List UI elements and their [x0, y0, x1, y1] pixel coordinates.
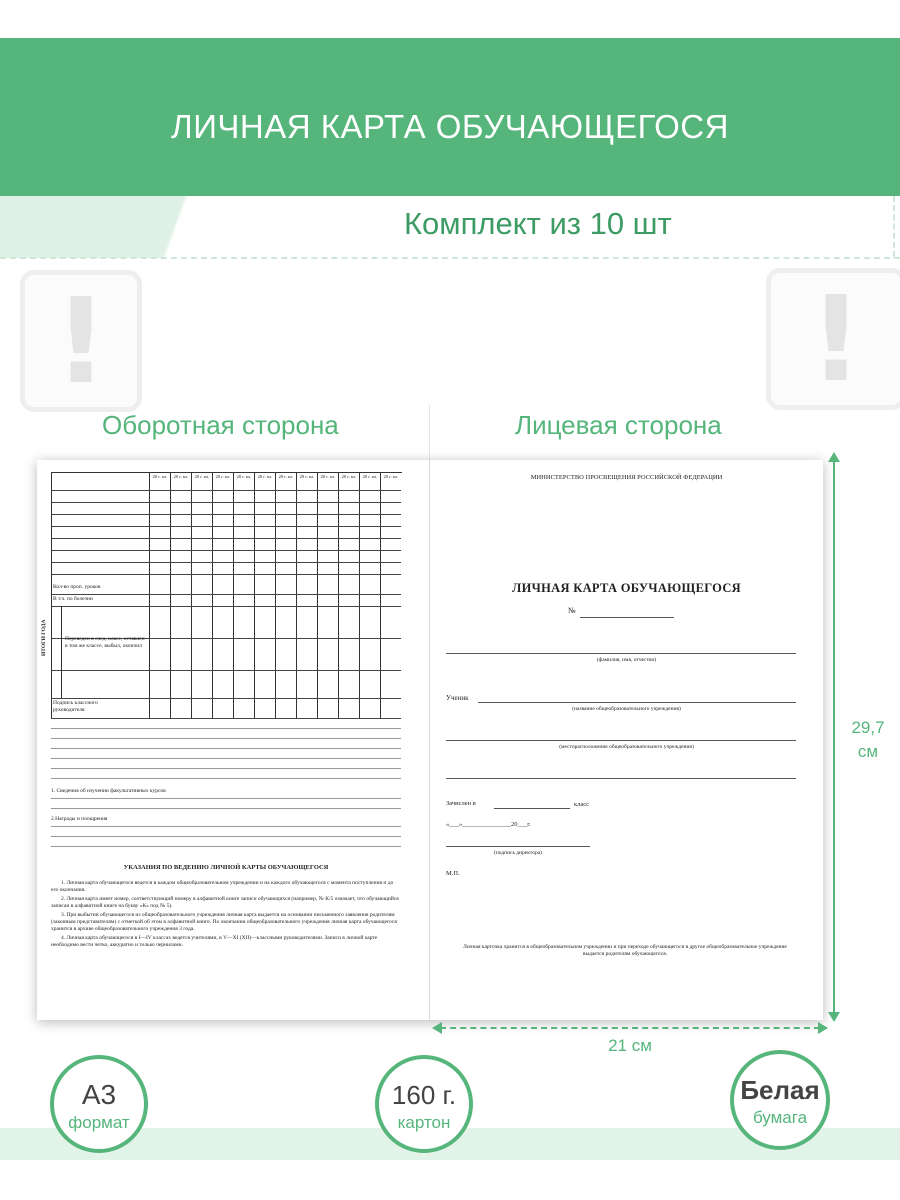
dashed-divider-right [893, 196, 895, 257]
table-row-line [51, 718, 401, 719]
arrow-left-icon [432, 1022, 442, 1034]
number-label: № [568, 606, 576, 615]
year-column-header: 20 г. кл. [299, 474, 315, 479]
year-column-divider [338, 472, 339, 718]
extra-line [446, 778, 796, 779]
year-column-header: 20 г. кл. [215, 474, 231, 479]
enroll-date: «___»_______________20___г. [446, 821, 531, 828]
front-side-label: Лицевая сторона [515, 410, 722, 440]
arrow-down-icon [828, 1012, 840, 1022]
blank-line [51, 836, 401, 837]
blank-line [51, 798, 401, 799]
year-column-divider [359, 472, 360, 718]
electives-label: 1. Сведения об изучении факультативных курсов [51, 788, 166, 794]
card-title: ЛИЧНАЯ КАРТА ОБУЧАЮЩЕГОСЯ [512, 581, 741, 595]
year-column-header: 20 г. кл. [194, 474, 210, 479]
class-line [494, 808, 570, 809]
year-column-divider [170, 472, 171, 718]
student-label: Ученик [446, 694, 469, 702]
table-row-line [51, 490, 401, 491]
teacher-signature-label: Подпись классного руководителя [53, 700, 98, 713]
instruction-item: 3. При выбытии обучающегося из общеобразовательного учреждения личная карта выдается на основании письменного заявления родителям (законным представителям) с отметкой об этом в алфавитной книге. По окончании общеобразовательного учреждения личная карта обучающегося хранится в архиве общеобразовательного учреждения 3 года. [51, 912, 397, 932]
year-column-header: 20 г. кл. [236, 474, 252, 479]
blank-line [51, 748, 401, 749]
year-column-header: 20 г. кл. [320, 474, 336, 479]
year-column-divider [254, 472, 255, 718]
year-results-label: ИТОГИ ГОДА [41, 619, 47, 656]
set-quantity-subtitle: Комплект из 10 шт [404, 206, 672, 241]
height-unit: см [840, 742, 896, 762]
height-arrow [833, 460, 835, 1015]
front-page [430, 460, 823, 1020]
year-column-divider [191, 472, 192, 718]
awards-label: 2.Награды и поощрения [51, 816, 108, 822]
instruction-item: 4. Личная карта обучающегося в I—IV классах ведется учителями, в V—XI (XII)—классными руководителями. Записи в личной карте необходимо вести четко, аккуратно и только чернилами. [51, 935, 378, 948]
format-caption: формат [68, 1113, 130, 1132]
table-row-line [51, 594, 401, 595]
format-badge [50, 1055, 148, 1153]
fio-caption: (фамилия, имя, отчество) [596, 657, 657, 663]
grades-table [51, 472, 402, 719]
paper-color-caption: бумага [752, 1108, 808, 1127]
location-caption: (месторасположение общеобразовательного учреждения) [559, 744, 694, 750]
instructions-title: УКАЗАНИЯ ПО ВЕДЕНИЮ ЛИЧНОЙ КАРТЫ ОБУЧАЮЩЕГОСЯ [123, 864, 329, 871]
paper-color-badge [730, 1050, 830, 1150]
blank-line [51, 778, 401, 779]
lessons-missed-label: Кол-во проп. уроков [53, 584, 101, 590]
fio-line [446, 653, 796, 654]
year-column-header: 20 г. кл. [362, 474, 378, 479]
table-row-line [51, 574, 401, 575]
year-column-divider [317, 472, 318, 718]
table-row-line [51, 526, 401, 527]
warning-icon: ! [766, 268, 900, 410]
table-row-line [51, 606, 401, 607]
width-value: 21 см [608, 1036, 652, 1055]
dashed-divider [0, 257, 900, 259]
blank-line [51, 728, 401, 729]
paper-color-value: Белая [740, 1075, 820, 1105]
table-row-line [51, 670, 401, 671]
blank-line [51, 768, 401, 769]
year-column-header: 20 г. кл. [383, 474, 399, 479]
table-row-line [51, 562, 401, 563]
year-column-divider [149, 472, 150, 718]
section-divider [61, 606, 62, 698]
instruction-item: 2. Личная карта имеет номер, соответствующий номеру в алфавитной книге записи обучающихся (например, № К/5 означает, что обучающийся записан в алфавитной книге на букву «К» под № 5). [51, 896, 399, 909]
page-title: ЛИЧНАЯ КАРТА ОБУЧАЮЩЕГОСЯ [171, 108, 729, 145]
director-caption: (подпись директора) [493, 850, 542, 856]
number-line [580, 617, 674, 618]
year-column-divider [296, 472, 297, 718]
back-page [37, 460, 429, 1020]
class-label: класс [574, 801, 590, 808]
density-badge [375, 1055, 473, 1153]
year-column-divider [380, 472, 381, 718]
year-column-header: 20 г. кл. [173, 474, 189, 479]
blank-line [51, 826, 401, 827]
year-column-divider [233, 472, 234, 718]
transfer-label: Переведен в след. класс, оставлен в том же классе, выбыл, окончил [65, 636, 145, 649]
year-column-divider [212, 472, 213, 718]
arrow-right-icon [818, 1022, 828, 1034]
year-column-header: 20 г. кл. [257, 474, 273, 479]
table-row-line [51, 698, 401, 699]
sick-label: В т.ч. по болезни [53, 596, 93, 602]
instructions-list [51, 880, 401, 949]
density-value: 160 г. [391, 1080, 457, 1110]
year-column-header: 20 г. кл. [341, 474, 357, 479]
year-column-header: 20 г. кл. [152, 474, 168, 479]
blank-line [51, 758, 401, 759]
table-row-line [51, 550, 401, 551]
ministry-name: МИНИСТЕРСТВО ПРОСВЕЩЕНИЯ РОССИЙСКОЙ ФЕДЕРАЦИИ [530, 474, 723, 481]
format-value: А3 [81, 1079, 117, 1110]
blank-line [51, 808, 401, 809]
table-row-line [51, 538, 401, 539]
enrolled-label: Зачислен в [446, 800, 476, 807]
height-value: 29,7 [840, 718, 896, 738]
table-row-line [51, 514, 401, 515]
blank-line [51, 846, 401, 847]
arrow-up-icon [828, 452, 840, 462]
instruction-item: 1. Личная карта обучающегося ведется в каждом общеобразовательном учреждении и на каждого обучающегося с момента поступления и до его окончания. [51, 880, 394, 893]
density-caption: картон [397, 1113, 451, 1132]
stamp-label: М.П. [446, 870, 460, 877]
blank-line [51, 738, 401, 739]
school-caption: (название общеобразовательного учреждения) [572, 706, 681, 712]
storage-note: Личная карточка хранится в общеобразовательном учреждении и при переходе обучающегося в другое общеобразовательное учреждение выдается родителям обучающегося. [463, 944, 787, 957]
location-line [446, 740, 796, 741]
school-line [478, 702, 796, 703]
width-arrow [440, 1027, 820, 1029]
table-row-line [51, 502, 401, 503]
warning-icon: ! [20, 270, 142, 412]
year-column-divider [275, 472, 276, 718]
director-line [446, 846, 590, 847]
back-side-label: Оборотная сторона [102, 410, 339, 440]
label-divider [429, 405, 430, 460]
year-column-header: 20 г. кл. [278, 474, 294, 479]
